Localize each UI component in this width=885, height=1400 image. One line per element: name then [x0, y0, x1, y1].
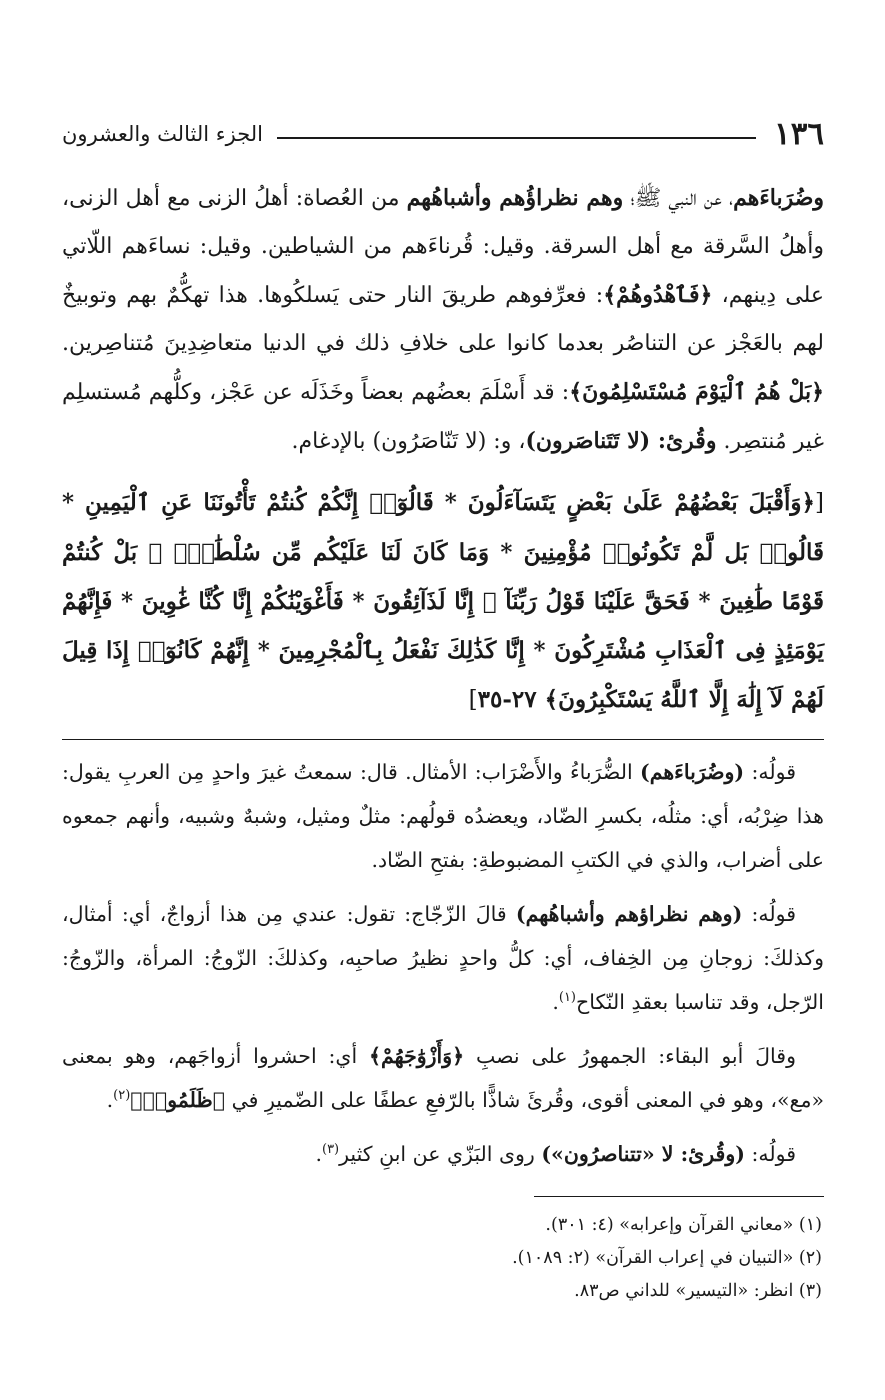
- bold-phrase: وهم نظراؤُهم وأشباهُهم: [406, 185, 624, 211]
- lead-word: وضُرَباءَهم: [733, 185, 825, 211]
- page-number: ١٣٦: [774, 115, 824, 152]
- commentary-lemma: (وضُرَباءَهم): [640, 760, 745, 784]
- commentary-label: قولُه:: [744, 1142, 796, 1166]
- commentary-paragraph: [62, 892, 824, 1024]
- verse-range: ٢٧-٣٥: [477, 686, 545, 713]
- text-span: من العُصاة: أهلُ الزنى مع أهل الزنى، وأهلُ السَّرقة مع أهل السرقة. وقيل: قُرناءَهم من الشياطين. وقيل: نساءَهم اللّاتي على دِينهم،: [62, 186, 824, 308]
- quran-quote: ﴿فَٱهْدُوهُمْ﴾: [603, 282, 713, 308]
- bold-phrase: وقُرئ: (لا تَتَناصَرون): [525, 428, 717, 454]
- quran-verses-block: [62, 478, 824, 725]
- commentary-paragraph: [62, 750, 824, 882]
- section-divider: [62, 739, 824, 740]
- commentary-label: قولُه:: [742, 902, 797, 926]
- commentary-lemma: (وهم نظراؤهم وأشباهُهم): [515, 902, 743, 926]
- main-text-paragraph: [62, 174, 824, 466]
- footnote-item: (٣) انظر: «التيسير» للداني ص٨٣.: [574, 1281, 822, 1301]
- open-bracket: [: [815, 490, 824, 516]
- quran-verses-text: ﴿وَأَقْبَلَ بَعْضُهُمْ عَلَىٰ بَعْضٍ يَتَسَآءَلُونَ * قَالُوٓا۟ إِنَّكُمْ كُنتُمْ تَأْتُونَنَا عَنِ ٱلْيَمِينِ * قَالُوا۟ بَل لَّمْ تَكُونُوا۟ مُؤْمِنِينَ * وَمَا كَانَ لَنَا عَلَيْكُم مِّن سُلْطَٰنٍۭ ۖ بَلْ كُنتُمْ قَوْمًا طَٰغِينَ * فَحَقَّ عَلَيْنَا قَوْلُ رَبِّنَآ ۖ إِنَّا لَذَآئِقُونَ * فَأَغْوَيْنَٰكُمْ إِنَّا كُنَّا غَٰوِينَ * فَإِنَّهُمْ يَوْمَئِذٍ فِى ٱلْعَذَابِ مُشْتَرِكُونَ * إِنَّا كَذَٰلِكَ نَفْعَلُ بِٱلْمُجْرِمِينَ * إِنَّهُمْ كَانُوٓا۟ إِذَا قِيلَ لَهُمْ لَآ إِلَٰهَ إِلَّا ٱللَّهُ يَسْتَكْبِرُونَ﴾: [62, 489, 824, 713]
- quran-quote: ﴿بَلْ هُمُ ٱلْيَوْمَ مُسْتَسْلِمُونَ﴾: [569, 379, 824, 405]
- commentary-text: قالَ الزّجّاج: تقول: عندي مِن هذا أزواجٌ، أي: أمثال، وكذلكَ: زوجانِ مِن الخِفاف، أي: كلُّ واحدٍ نظيرُ صاحبِه، وكذلكَ: الزّوجُ: المرأة، والزّوجُ: الرّجل، وقد تناسبا بعقدِ النّكاح: [62, 902, 824, 1014]
- commentary-text: أي: احشروا أزواجَهم، وهو بمعنى «مع»، وهو في المعنى أقوى، وقُرئَ شاذًّا بالرّفعِ عطفًا على الضّميرِ في: [62, 1044, 824, 1112]
- text-span: : قد أَسْلَمَ بعضُهم بعضاً وخَذَلَه عن عَجْز، وكلُّهم مُستسلِم غير مُنتصِر.: [62, 380, 824, 454]
- commentary-paragraph: [62, 1034, 824, 1122]
- text-span: .: [106, 1088, 114, 1112]
- close-bracket: ]: [468, 687, 478, 713]
- footnote-ref[interactable]: (٣): [321, 1142, 340, 1158]
- footnote-item: (٢) «التبيان في إعراب القرآن» (٢: ١٠٨٩).: [512, 1248, 822, 1268]
- text-span: .: [552, 990, 559, 1014]
- text-span: ، عن النبي ﷺ؛: [623, 186, 734, 211]
- commentary-lemma: (وقُرئ: لا «تتناصرُون»): [541, 1142, 745, 1166]
- book-page: [62, 112, 824, 1308]
- text-span: .: [315, 1142, 322, 1166]
- commentary-section: [62, 750, 824, 1176]
- quran-quote: ﴿ظَلَمُوا۟﴾: [130, 1088, 226, 1112]
- footnote-ref[interactable]: (٢): [113, 1088, 131, 1104]
- footnote-ref[interactable]: (١): [558, 990, 576, 1006]
- footnote-item: (١) «معاني القرآن وإعرابه» (٤: ٣٠١).: [545, 1215, 822, 1235]
- commentary-text: روى البَزّي عن ابنِ كثير: [339, 1142, 542, 1166]
- text-span: : فعرِّفوهم طريقَ النار حتى يَسلكُوها. هذا تهكُّمٌ بهم وتوبيخٌ لهم بالعَجْز عن التناصُر بعدما كانوا على خلافِ ذلك في الدنيا متعاضِدِينَ مُتناصِرين.: [62, 283, 824, 356]
- footnotes: [62, 1209, 824, 1308]
- commentary-text: وقالَ أبو البقاء: الجمهورُ على نصبِ: [464, 1044, 796, 1068]
- text-span: ، و: (لا تَنّاصَرُون) بالإدغام.: [291, 429, 526, 454]
- header-rule: [277, 137, 756, 139]
- footnote-rule: [534, 1196, 824, 1197]
- commentary-paragraph: [62, 1132, 824, 1176]
- quran-quote: ﴿وَأَزْوَٰجَهُمْ﴾: [368, 1044, 465, 1068]
- running-header: [62, 112, 824, 156]
- commentary-label: قولُه:: [744, 760, 796, 784]
- chapter-title: الجزء الثالث والعشرون: [62, 122, 263, 146]
- commentary-text: الضُّرَباءُ والأَضْرَاب: الأمثال. قال: سمعتُ غيرَ واحدٍ مِن العربِ يقول: هذا ضِرْبُه، أي: مثلُه، بكسرِ الضّاد، ويعضدُه قولُهم: مثلٌ ومثيل، وشبهٌ وشبيه، وأنهم جمعوه على أضراب، والذي في الكتبِ المضبوطةِ: بفتحِ الضّاد.: [62, 760, 824, 872]
